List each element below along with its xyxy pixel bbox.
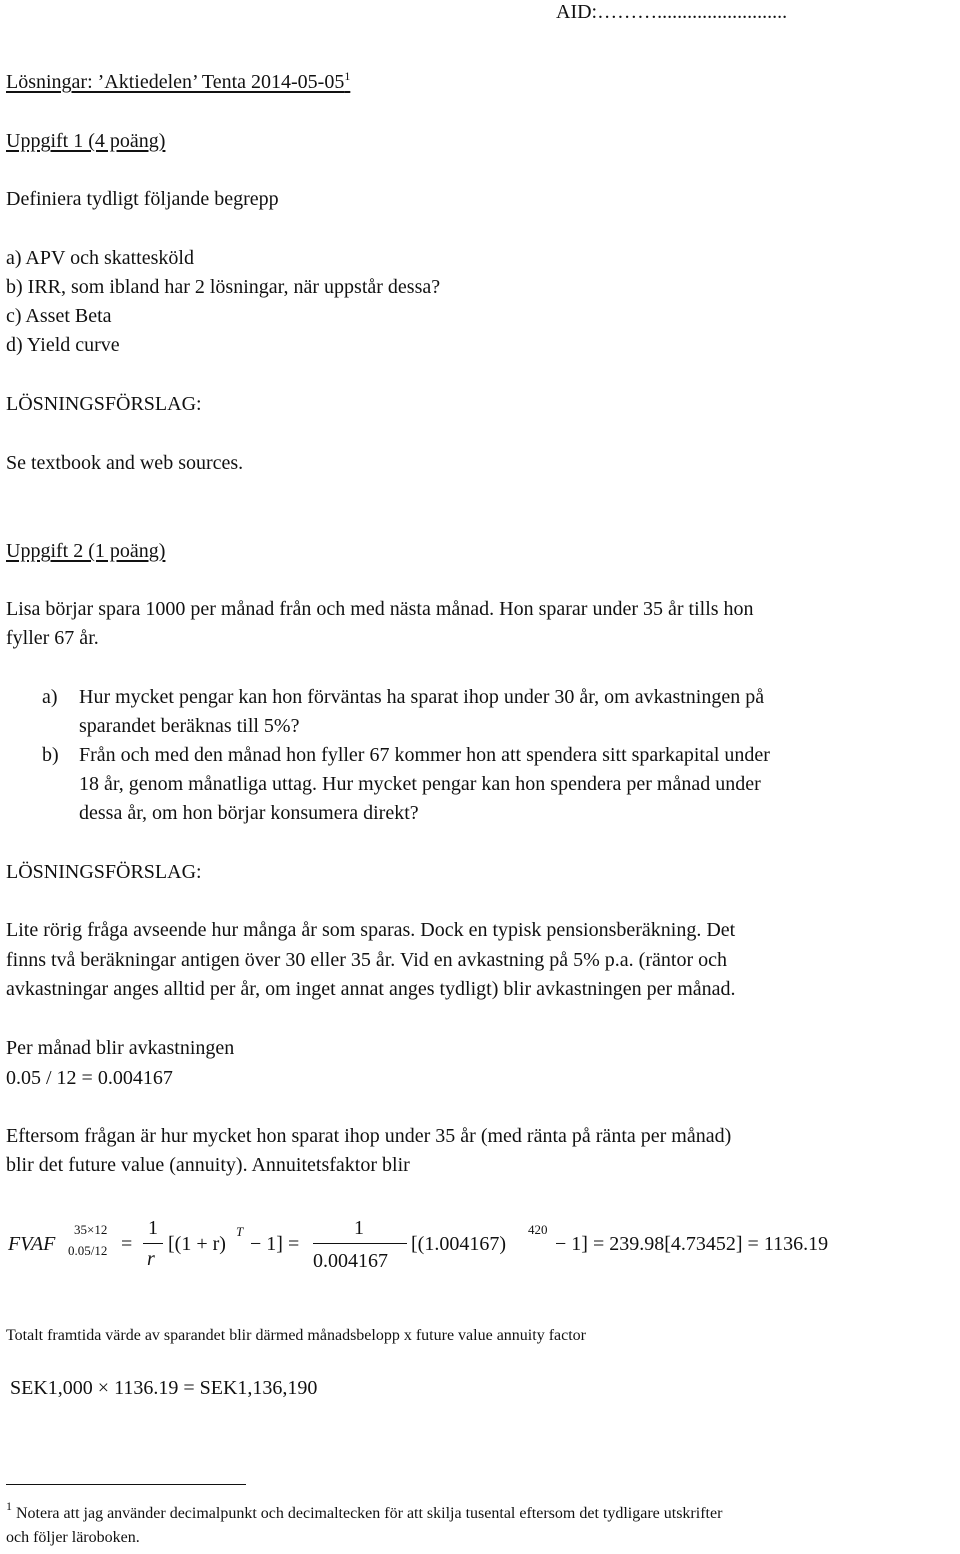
formula-lhs: FVAF (8, 1233, 56, 1255)
formula-superscript: 35×12 (74, 1222, 108, 1237)
formula-bracket-1-end: − 1] = (250, 1233, 300, 1255)
formula-equals-1: = (121, 1233, 133, 1255)
fraction-2-denominator: 0.004167 (313, 1250, 388, 1272)
task2-solution-label: LÖSNINGSFÖRSLAG: (6, 861, 202, 883)
task1-item-b: b) IRR, som ibland har 2 lösningar, när uppstår dessa? (6, 276, 441, 298)
task2-solution-line-1: Lite rörig fråga avseende hur många år som sparas. Dock en typisk pensionsberäkning. Det (6, 919, 736, 941)
task1-heading: Uppgift 1 (4 poäng) (6, 130, 166, 152)
fv-text-line-1: Eftersom frågan är hur mycket hon sparat ihop under 35 år (med ränta på ränta per månad) (6, 1125, 732, 1147)
task2-solution-line-3: avkastningar anges alltid per år, om inget annat anges tydligt) blir avkastningen per månad. (6, 978, 736, 1000)
fraction-1-denominator: r (147, 1248, 155, 1270)
fv-text-line-2: blir det future value (annuity). Annuitetsfaktor blir (6, 1154, 410, 1176)
task2-intro-line-2: fyller 67 år. (6, 627, 99, 649)
total-formula: SEK1,000 × 1136.19 = SEK1,136,190 (10, 1377, 318, 1399)
formula-bracket-1: [(1 + r) (168, 1233, 226, 1255)
fraction-1-bar (143, 1243, 163, 1244)
task1-item-a: a) APV och skattesköld (6, 247, 194, 269)
formula-bracket-2-end: − 1] = 239.98[4.73452] = 1136.19 (555, 1233, 829, 1255)
task2-heading: Uppgift 2 (1 poäng) (6, 540, 166, 562)
monthly-return-label: Per månad blir avkastningen (6, 1037, 235, 1059)
question-b-line-2: 18 år, genom månatliga uttag. Hur mycket pengar kan hon spendera per månad under (79, 773, 761, 795)
formula-exponent-2: 420 (528, 1222, 548, 1237)
question-a-marker: a) (42, 686, 58, 708)
aid-field: AID:……….......................... (556, 1, 788, 23)
fraction-2-bar (313, 1243, 407, 1244)
footnote-line-1 (6, 1499, 723, 1525)
task1-solution-text: Se textbook and web sources. (6, 452, 244, 474)
fraction-1-numerator: 1 (148, 1217, 158, 1239)
task1-intro: Definiera tydligt följande begrepp (6, 188, 279, 210)
question-a-line-2: sparandet beräknas till 5%? (79, 715, 300, 737)
question-b-line-1: Från och med den månad hon fyller 67 kommer hon att spendera sitt sparkapital under (79, 744, 770, 766)
question-b-line-3: dessa år, om hon börjar konsumera direkt? (79, 802, 419, 824)
task1-solution-label: LÖSNINGSFÖRSLAG: (6, 393, 202, 415)
fraction-2-numerator: 1 (354, 1217, 364, 1239)
formula-exponent-1: T (236, 1224, 244, 1239)
task1-item-d: d) Yield curve (6, 334, 120, 356)
title-footnote-mark: 1 (344, 69, 351, 83)
total-text: Totalt framtida värde av sparandet blir därmed månadsbelopp x future value annuity factor (6, 1327, 586, 1344)
monthly-return-formula: 0.05 / 12 = 0.004167 (6, 1067, 173, 1089)
footnote-line-2: och följer läroboken. (6, 1529, 140, 1546)
page-title-text: Lösningar: ’Aktiedelen’ Tenta 2014-05-05 (6, 71, 345, 93)
task2-solution-line-2: finns två beräkningar antigen över 30 eller 35 år. Vid en avkastning på 5% p.a. (räntor och (6, 949, 727, 971)
footnote-separator (6, 1484, 246, 1485)
formula-subscript: 0.05/12 (68, 1243, 108, 1258)
page-title (6, 68, 350, 97)
question-a-line-1: Hur mycket pengar kan hon förväntas ha sparat ihop under 30 år, om avkastningen på (79, 686, 765, 708)
footnote-mark: 1 (6, 1499, 12, 1513)
footnote-line-1-text: Notera att jag använder decimalpunkt och decimaltecken för att skilja tusental eftersom det tydligare utskrifter (16, 1505, 723, 1522)
task1-item-c: c) Asset Beta (6, 305, 112, 327)
formula-bracket-2: [(1.004167) (411, 1233, 506, 1255)
task2-intro-line-1: Lisa börjar spara 1000 per månad från och med nästa månad. Hon sparar under 35 år tills hon (6, 598, 754, 620)
question-b-marker: b) (42, 744, 59, 766)
